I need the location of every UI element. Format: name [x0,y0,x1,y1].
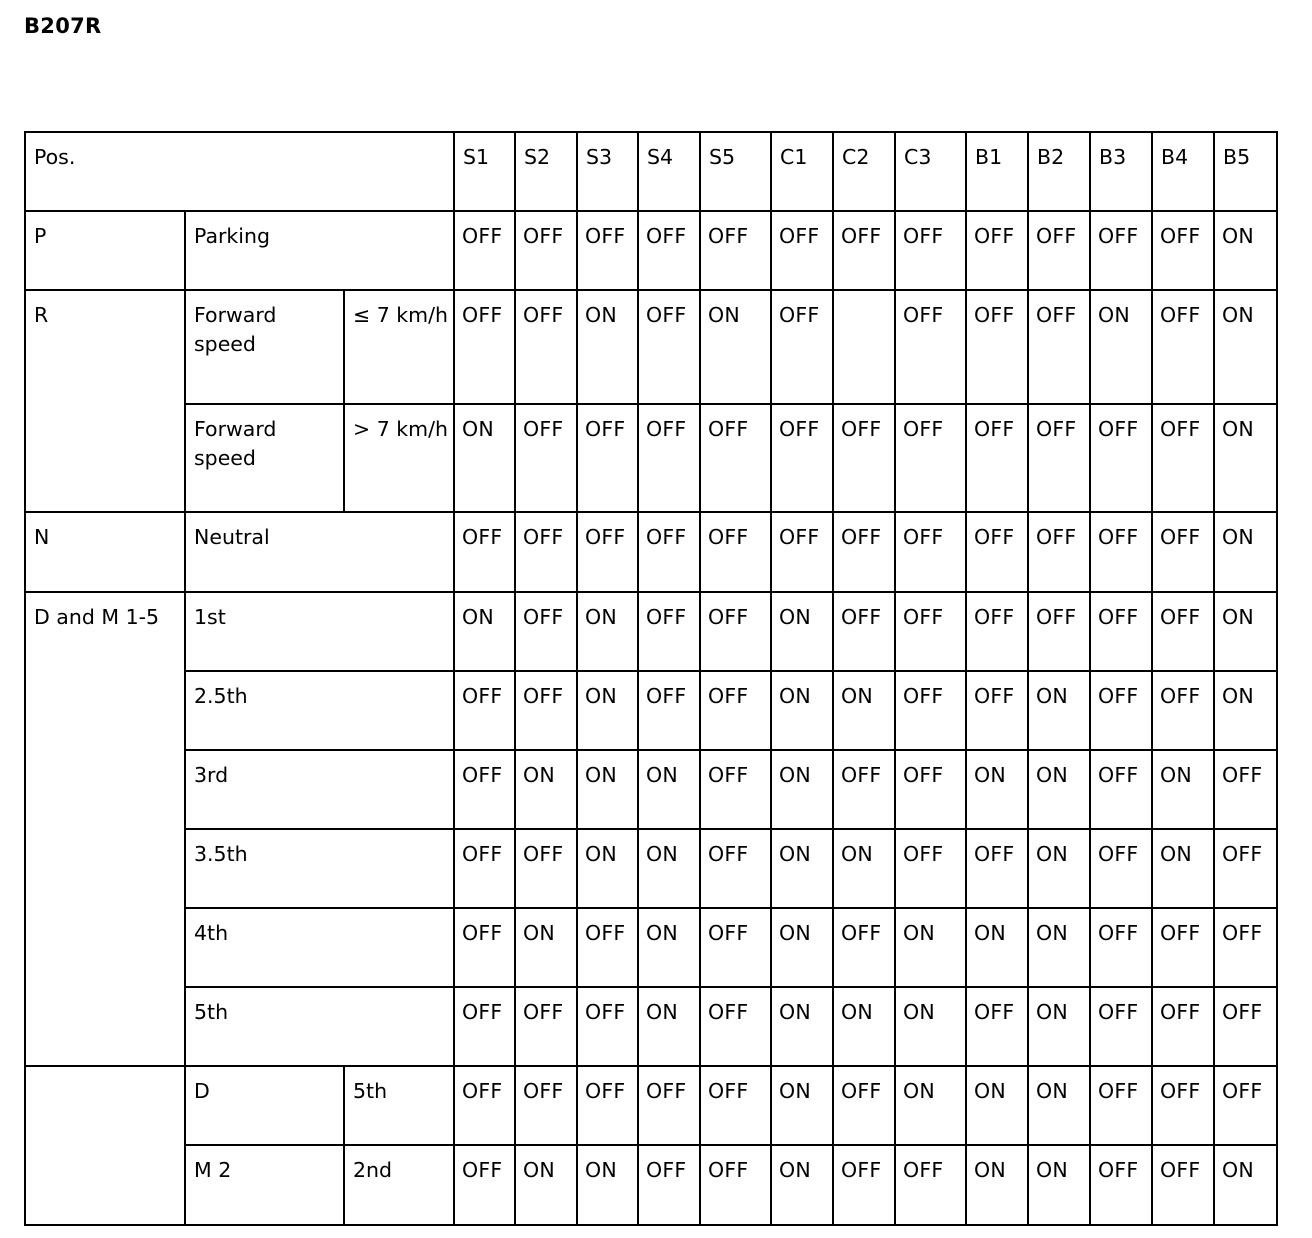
state-cell: ON [966,1145,1028,1225]
table-row-gear-1st [25,592,1277,671]
pos-cell [25,1066,185,1225]
state-cell: ON [771,908,833,987]
column-header: B4 [1152,132,1214,211]
state-cell: ON [1214,671,1277,750]
state-cell: ON [966,1066,1028,1145]
state-cell: OFF [966,211,1028,290]
row-label: 5th [185,987,454,1066]
table-row-gear-3-5th [25,829,1277,908]
state-cell: OFF [454,829,515,908]
state-cell: OFF [771,290,833,404]
state-cell: OFF [454,512,515,592]
state-cell: OFF [895,211,966,290]
state-cell: ON [700,290,771,404]
state-cell: ON [771,750,833,829]
table-row-gear-4th [25,908,1277,987]
table-row-neutral [25,512,1277,592]
table-row-gear-3rd [25,750,1277,829]
state-cell: ON [1028,987,1090,1066]
state-cell: ON [1152,750,1214,829]
state-cell: ON [771,592,833,671]
state-cell: ON [577,592,638,671]
state-cell: OFF [1090,908,1152,987]
state-cell: ON [1028,908,1090,987]
table-row-reverse-low [25,290,1277,404]
row-label: 2.5th [185,671,454,750]
state-cell: OFF [515,211,577,290]
state-cell: ON [771,987,833,1066]
state-cell: ON [966,750,1028,829]
state-cell: OFF [515,671,577,750]
column-header: C2 [833,132,895,211]
state-cell: OFF [515,512,577,592]
state-cell: ON [1090,290,1152,404]
state-cell: OFF [1214,1066,1277,1145]
state-cell: OFF [1028,211,1090,290]
state-cell: ON [833,671,895,750]
state-cell: ON [966,908,1028,987]
state-cell: OFF [833,1145,895,1225]
column-header: B1 [966,132,1028,211]
state-cell: ON [1214,592,1277,671]
state-cell: OFF [638,1145,700,1225]
row-label: Neutral [185,512,454,592]
state-cell: OFF [1090,211,1152,290]
state-cell: ON [895,1066,966,1145]
row-label: Forward speed [185,290,344,404]
state-cell: OFF [833,512,895,592]
state-cell: OFF [577,908,638,987]
state-cell: OFF [577,404,638,512]
state-cell: ON [1214,290,1277,404]
state-cell: OFF [700,671,771,750]
state-cell: ON [771,671,833,750]
state-cell: OFF [966,592,1028,671]
pos-cell: D and M 1-5 [25,592,185,1066]
state-cell: OFF [1214,908,1277,987]
row-label: 3rd [185,750,454,829]
state-cell: OFF [966,404,1028,512]
column-header: S1 [454,132,515,211]
state-cell: OFF [454,908,515,987]
state-cell: ON [1214,211,1277,290]
state-cell: ON [833,829,895,908]
column-header: B2 [1028,132,1090,211]
row-label: 3.5th [185,829,454,908]
state-cell: OFF [1152,908,1214,987]
state-cell: OFF [895,592,966,671]
state-cell: OFF [700,908,771,987]
header-row [25,132,1277,211]
state-cell: OFF [700,512,771,592]
state-cell: OFF [1214,750,1277,829]
state-cell: OFF [1090,829,1152,908]
state-cell: OFF [771,211,833,290]
row-label: 1st [185,592,454,671]
state-cell: OFF [1028,512,1090,592]
state-cell: OFF [771,404,833,512]
state-cell: OFF [515,592,577,671]
row-label: Forward speed [185,404,344,512]
state-cell: ON [771,1066,833,1145]
state-cell: OFF [833,908,895,987]
pos-cell: N [25,512,185,592]
state-cell: OFF [771,512,833,592]
state-cell: OFF [454,987,515,1066]
state-cell: OFF [895,512,966,592]
state-cell: OFF [1090,404,1152,512]
state-cell: ON [1214,404,1277,512]
pos-header: Pos. [25,132,454,211]
state-cell: OFF [1214,987,1277,1066]
state-cell: ON [895,987,966,1066]
state-cell: ON [454,404,515,512]
state-cell: OFF [1152,1145,1214,1225]
state-cell: OFF [515,290,577,404]
state-cell: OFF [515,987,577,1066]
state-cell: OFF [1090,750,1152,829]
state-cell: ON [577,1145,638,1225]
row-gear: 5th [344,1066,454,1145]
column-header: S4 [638,132,700,211]
state-cell: ON [454,592,515,671]
state-cell: OFF [966,671,1028,750]
state-cell: ON [771,1145,833,1225]
state-cell: ON [515,750,577,829]
state-cell: OFF [1152,1066,1214,1145]
state-cell: OFF [1090,987,1152,1066]
state-cell: OFF [700,750,771,829]
column-header: B5 [1214,132,1277,211]
state-cell: OFF [833,1066,895,1145]
state-cell: OFF [966,829,1028,908]
state-cell: ON [577,290,638,404]
state-cell: OFF [895,829,966,908]
state-cell: ON [1152,829,1214,908]
state-cell: OFF [700,829,771,908]
state-cell: OFF [1090,1066,1152,1145]
table-row-d-5th [25,1066,1277,1145]
state-cell: ON [1028,1145,1090,1225]
column-header: C1 [771,132,833,211]
state-cell: ON [577,829,638,908]
state-cell: OFF [895,404,966,512]
state-cell: OFF [700,592,771,671]
state-cell: OFF [638,290,700,404]
column-header: B3 [1090,132,1152,211]
row-label: Parking [185,211,454,290]
solenoid-state-table [24,131,1278,1226]
state-cell: OFF [515,1066,577,1145]
row-condition: ≤ 7 km/h [344,290,454,404]
table-row-gear-2-5th [25,671,1277,750]
state-cell: OFF [895,290,966,404]
state-cell: ON [771,829,833,908]
state-cell: OFF [966,987,1028,1066]
column-header: S5 [700,132,771,211]
state-cell: OFF [454,290,515,404]
state-cell: OFF [638,1066,700,1145]
state-cell: OFF [700,404,771,512]
state-cell: OFF [833,750,895,829]
state-cell: OFF [895,671,966,750]
state-cell: OFF [700,1145,771,1225]
state-cell: OFF [638,592,700,671]
state-cell: OFF [1152,671,1214,750]
state-cell: OFF [454,1066,515,1145]
column-header: S3 [577,132,638,211]
state-cell: OFF [454,750,515,829]
column-header: C3 [895,132,966,211]
state-cell: OFF [966,290,1028,404]
state-cell: OFF [454,671,515,750]
state-cell: OFF [966,512,1028,592]
state-cell: OFF [833,404,895,512]
state-cell: OFF [833,592,895,671]
state-cell: OFF [1028,592,1090,671]
state-cell: OFF [638,671,700,750]
state-cell: OFF [1152,987,1214,1066]
state-cell: OFF [515,829,577,908]
state-cell: OFF [833,211,895,290]
pos-cell: P [25,211,185,290]
state-cell: ON [638,829,700,908]
state-cell: ON [895,908,966,987]
table-row-reverse-high [25,404,1277,512]
state-cell: OFF [454,211,515,290]
state-cell: OFF [454,1145,515,1225]
table-row-gear-5th [25,987,1277,1066]
state-cell: OFF [577,1066,638,1145]
state-cell: ON [1214,1145,1277,1225]
state-cell: OFF [700,987,771,1066]
state-cell: ON [638,908,700,987]
state-cell [833,290,895,404]
state-cell: ON [638,750,700,829]
state-cell: OFF [1152,512,1214,592]
state-cell: OFF [895,1145,966,1225]
column-header: S2 [515,132,577,211]
state-cell: OFF [700,1066,771,1145]
state-cell: OFF [1028,404,1090,512]
state-cell: ON [1028,829,1090,908]
row-gear: 2nd [344,1145,454,1225]
state-cell: OFF [1090,512,1152,592]
state-cell: OFF [1152,211,1214,290]
state-cell: OFF [1090,592,1152,671]
state-cell: ON [1214,512,1277,592]
state-cell: OFF [895,750,966,829]
state-cell: OFF [1152,404,1214,512]
state-cell: OFF [1090,1145,1152,1225]
table-row-m2-2nd [25,1145,1277,1225]
state-cell: OFF [577,987,638,1066]
state-cell: OFF [1214,829,1277,908]
state-cell: OFF [1090,671,1152,750]
state-cell: ON [515,908,577,987]
state-cell: OFF [1028,290,1090,404]
state-cell: OFF [515,404,577,512]
state-cell: OFF [638,512,700,592]
row-label: 4th [185,908,454,987]
row-mode: D [185,1066,344,1145]
state-cell: ON [833,987,895,1066]
state-cell: ON [577,750,638,829]
state-cell: OFF [638,211,700,290]
document-title: B207R [24,14,102,38]
state-cell: ON [638,987,700,1066]
pos-cell: R [25,290,185,512]
state-cell: OFF [577,211,638,290]
state-cell: ON [515,1145,577,1225]
state-cell: OFF [638,404,700,512]
state-cell: ON [1028,671,1090,750]
state-cell: ON [577,671,638,750]
table-row-parking [25,211,1277,290]
state-cell: OFF [1152,592,1214,671]
state-cell: ON [1028,1066,1090,1145]
state-cell: OFF [700,211,771,290]
state-cell: ON [1028,750,1090,829]
row-condition: > 7 km/h [344,404,454,512]
state-cell: OFF [577,512,638,592]
row-mode: M 2 [185,1145,344,1225]
state-cell: OFF [1152,290,1214,404]
